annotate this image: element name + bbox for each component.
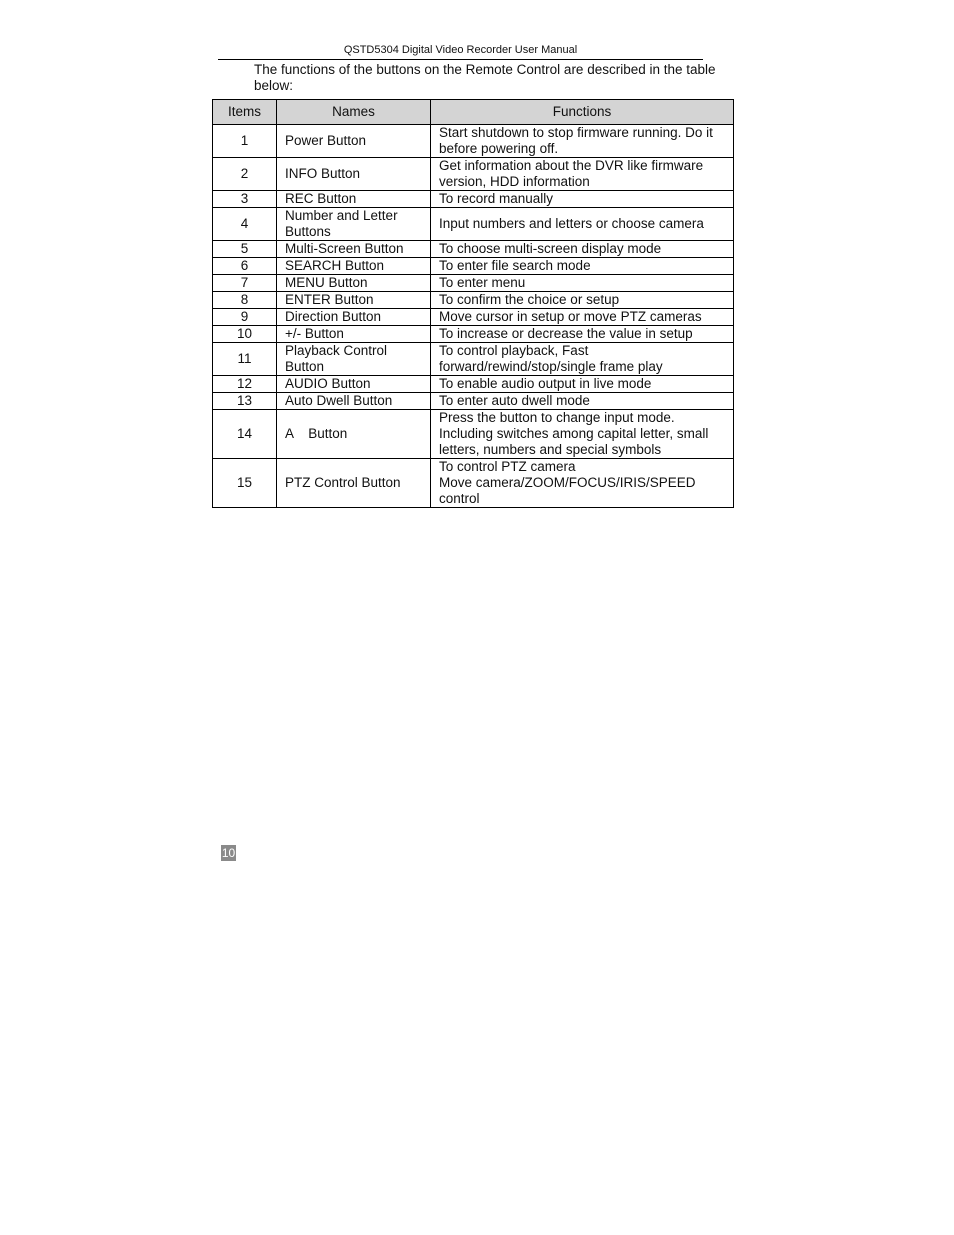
page-header: QSTD5304 Digital Video Recorder User Manual <box>218 42 703 60</box>
row-button-function: To record manually <box>431 191 734 208</box>
table-row <box>213 208 734 241</box>
row-item-number: 11 <box>213 343 277 376</box>
row-button-name: INFO Button <box>277 158 431 191</box>
row-button-function: To control playback, Fast forward/rewind/stop/single frame play <box>431 343 734 376</box>
row-item-number: 8 <box>213 292 277 309</box>
table-row <box>213 292 734 309</box>
intro-paragraph: The functions of the buttons on the Remote Control are described in the table below: <box>254 62 716 93</box>
table-row <box>213 309 734 326</box>
row-item-number: 3 <box>213 191 277 208</box>
row-button-name: MENU Button <box>277 275 431 292</box>
table-row <box>213 326 734 343</box>
row-button-name: +/- Button <box>277 326 431 343</box>
row-item-number: 5 <box>213 241 277 258</box>
row-button-function: To control PTZ camera Move camera/ZOOM/FOCUS/IRIS/SPEED control <box>431 459 734 508</box>
row-item-number: 4 <box>213 208 277 241</box>
row-button-name: A Button <box>277 410 431 459</box>
table-body <box>213 125 734 508</box>
column-header-names: Names <box>277 100 431 125</box>
row-button-name: Power Button <box>277 125 431 158</box>
row-button-function: To choose multi-screen display mode <box>431 241 734 258</box>
table-row <box>213 258 734 275</box>
row-button-function: Start shutdown to stop firmware running. Do it before powering off. <box>431 125 734 158</box>
row-item-number: 2 <box>213 158 277 191</box>
row-item-number: 13 <box>213 393 277 410</box>
row-button-name: Auto Dwell Button <box>277 393 431 410</box>
table-row <box>213 459 734 508</box>
table-row <box>213 125 734 158</box>
table-row <box>213 376 734 393</box>
row-button-function: To enter auto dwell mode <box>431 393 734 410</box>
row-item-number: 1 <box>213 125 277 158</box>
row-button-name: ENTER Button <box>277 292 431 309</box>
remote-control-functions-table <box>212 99 734 508</box>
table-header-row <box>213 100 734 125</box>
table-row <box>213 241 734 258</box>
row-button-name: AUDIO Button <box>277 376 431 393</box>
row-button-name: SEARCH Button <box>277 258 431 275</box>
row-item-number: 14 <box>213 410 277 459</box>
row-button-function: To increase or decrease the value in setup <box>431 326 734 343</box>
row-button-function: Input numbers and letters or choose camera <box>431 208 734 241</box>
table-row <box>213 191 734 208</box>
table-row <box>213 393 734 410</box>
row-button-name: Number and Letter Buttons <box>277 208 431 241</box>
row-button-name: REC Button <box>277 191 431 208</box>
row-button-name: Multi-Screen Button <box>277 241 431 258</box>
row-button-name: Playback Control Button <box>277 343 431 376</box>
table-row <box>213 410 734 459</box>
row-item-number: 10 <box>213 326 277 343</box>
table-row <box>213 343 734 376</box>
row-item-number: 6 <box>213 258 277 275</box>
row-button-function: To confirm the choice or setup <box>431 292 734 309</box>
row-item-number: 12 <box>213 376 277 393</box>
column-header-items: Items <box>213 100 277 125</box>
row-button-function: Get information about the DVR like firmware version, HDD information <box>431 158 734 191</box>
row-button-function: To enter menu <box>431 275 734 292</box>
row-item-number: 7 <box>213 275 277 292</box>
row-button-function: To enter file search mode <box>431 258 734 275</box>
row-button-function: To enable audio output in live mode <box>431 376 734 393</box>
row-item-number: 15 <box>213 459 277 508</box>
row-item-number: 9 <box>213 309 277 326</box>
row-button-function: Press the button to change input mode. Including switches among capital letter, small letters, numbers and special symbols <box>431 410 734 459</box>
row-button-name: Direction Button <box>277 309 431 326</box>
page-number: 10 <box>221 846 236 860</box>
table-row <box>213 158 734 191</box>
row-button-function: Move cursor in setup or move PTZ cameras <box>431 309 734 326</box>
column-header-functions: Functions <box>431 100 734 125</box>
table-row <box>213 275 734 292</box>
row-button-name: PTZ Control Button <box>277 459 431 508</box>
